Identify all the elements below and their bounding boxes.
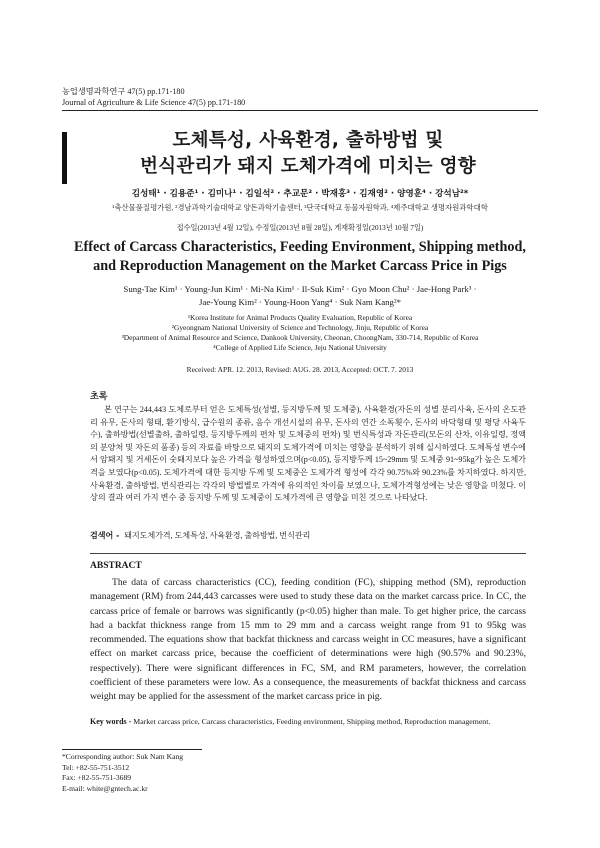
english-authors-line1: Sung-Tae Kim¹ · Young-Jun Kim¹ · Mi-Na Kim¹ · Il-Suk Kim² · Gyo Moon Chu² · Jae-Hong Park³ · — [123, 284, 477, 294]
footnote-fax: Fax: +82-55-751-3689 — [62, 773, 132, 782]
affiliation-3: ³Department of Animal Resource and Science, Dankook University, Cheonan, ChoongNam, 330-714, Republic of Korea — [121, 333, 479, 342]
english-dates: Received: APR. 12. 2013, Revised: AUG. 28. 2013, Accepted: OCT. 7. 2013 — [186, 365, 414, 374]
affiliation-4: ⁴College of Applied Life Science, Jeju National University — [213, 343, 387, 352]
title-accent-bar — [62, 132, 67, 184]
english-keywords-label: Key words - — [90, 717, 132, 726]
footnote-tel: Tel: +82-55-751-3512 — [62, 762, 130, 772]
korean-affiliations — [60, 203, 540, 214]
english-keywords — [90, 716, 526, 727]
journal-name-en: Journal of Agriculture & Life Science 47(5) pp.171-180 — [62, 98, 246, 107]
korean-title — [70, 128, 546, 180]
korean-abstract-body: 본 연구는 244,443 도체로부터 얻은 도체특성(성별, 등지방두께 및 도체중), 사육환경(자돈의 성별 분리사육, 돈사의 온도관리 유무, 돈사의 형태, 환기방식, 급수원의 종류, 음수 개선시설의 유무, 돈사의 연간 소독횟수, 돈사의 바닥형태 및 평당 사육두수), 출하방법(선별출하, 출하일령, 등지방두께의 편차 및 도체중의 편차) 및 번식특성과 자돈관리(모돈의 산차, 이유일령, 정액의 분양처 및 자돈의 품종) 등의 자료를 바탕으로 돼지의 도체가격에 미치는 영향을 분석하기 위해 실시하였다. 도체특성 변수에서 암퇘지 및 거세돈이 숫퇘지보다 높은 가격을 형성하였으며(p<0.05), 등지방두께 15~29mm 및 도체중 91~95kg가 높은 도체가격을 보였다(p<0.05). 도체가격에 대한 등지방 두께 및 도체중은 도체가격 형성에 각각 90.75%와 90.23%를 차지하였다. 하지만, 사육환경, 출하방법, 번식관리는 각각의 방법별로 가격에 유의적인 차이를 보였으나, 도체가격형성에는 낮은 영향을 미쳤다. 이상의 결과 여러 가지 변수 중 등지방 두께 및 도체중이 도체가격에 큰 영향을 미친 것으로 나타났다. — [90, 405, 526, 503]
footnote-author: *Corresponding author: Suk Nam Kang — [62, 752, 184, 761]
english-authors-line2: Jae-Young Kim² · Young-Hoon Yang⁴ · Suk Nam Kang²* — [199, 297, 401, 307]
footnote-email: E-mail: white@gntech.ac.kr — [62, 783, 148, 793]
english-affiliations — [60, 313, 540, 353]
korean-authors: 김성태¹ · 김용준¹ · 김미나¹ · 김일석² · 추교문² · 박재홍³ · 김재영² · 양영훈⁴ · 강석남²* — [131, 189, 469, 199]
korean-keywords-text: 돼지도체가격, 도체특성, 사육환경, 출하방법, 번식관리 — [124, 531, 311, 540]
english-authors — [60, 283, 540, 309]
english-title-line1: Effect of Carcass Characteristics, Feeding Environment, Shipping method, — [74, 239, 526, 255]
journal-name-ko: 농업생명과학연구 47(5) pp.171-180 — [62, 87, 185, 96]
korean-keywords — [90, 530, 310, 541]
english-title — [60, 238, 540, 275]
affiliation-2: ²Gyeongnam National University of Science and Technology, Jinju, Republic of Korea — [171, 323, 429, 332]
english-abstract-heading: ABSTRACT — [90, 561, 142, 571]
korean-abstract-heading: 초록 — [90, 392, 108, 402]
korean-title-line2: 번식관리가 돼지 도체가격에 미치는 영향 — [140, 156, 476, 177]
korean-keywords-label: 검색어 - — [90, 531, 120, 540]
korean-affiliations-line1: ¹축산물품질평가원, ²경남과학기술대학교 양돈과학기술센터, ³단국대학교 동물자원학과, ⁴제주대학교 생명자원과학대학 — [112, 203, 488, 212]
footnote-rule — [62, 749, 202, 750]
korean-dates: 접수일(2013년 4월 12일), 수정일(2013년 8월 28일), 게재확정일(2013년 10월 7일) — [176, 224, 424, 232]
header-rule — [62, 110, 538, 111]
affiliation-1: ¹Korea Institute for Animal Products Quality Evaluation, Republic of Korea — [187, 313, 413, 322]
corresponding-footnote — [62, 752, 183, 794]
journal-header — [62, 86, 245, 108]
english-abstract-body: The data of carcass characteristics (CC), feeding condition (FC), shipping method (SM), reproduction management (RM) from 244,443 carcasses were used to study these data on the market carcass price. In CC, the carcass price of female or barrows was significantly (p<0.05) higher than male. To get higher price, the carcass had a backfat thickness range from 15 mm to 29 mm and a carcass weight range from 91 to 95kg was recommended. The equations show that backfat thickness and carcass weight in CC measures, have a significant effect on market carcass price, because the coefficient of determinations were high (90.57% and 90.23%, respectively). There were significant differences in FC, SM, and RM parameters, however, the correlation coefficient of these parameters were low. As a consequence, the measurements of backfat thickness and carcass weight may be applied for the assessment of the market carcass price in pig. — [90, 577, 526, 703]
section-rule — [90, 553, 526, 554]
korean-title-line1: 도체특성, 사육환경, 출하방법 및 — [172, 130, 444, 151]
english-title-line2: and Reproduction Management on the Market Carcass Price in Pigs — [93, 257, 507, 274]
english-keywords-text: Market carcass price, Carcass characteristics, Feeding environment, Shipping method, Reproduction management. — [133, 717, 491, 726]
